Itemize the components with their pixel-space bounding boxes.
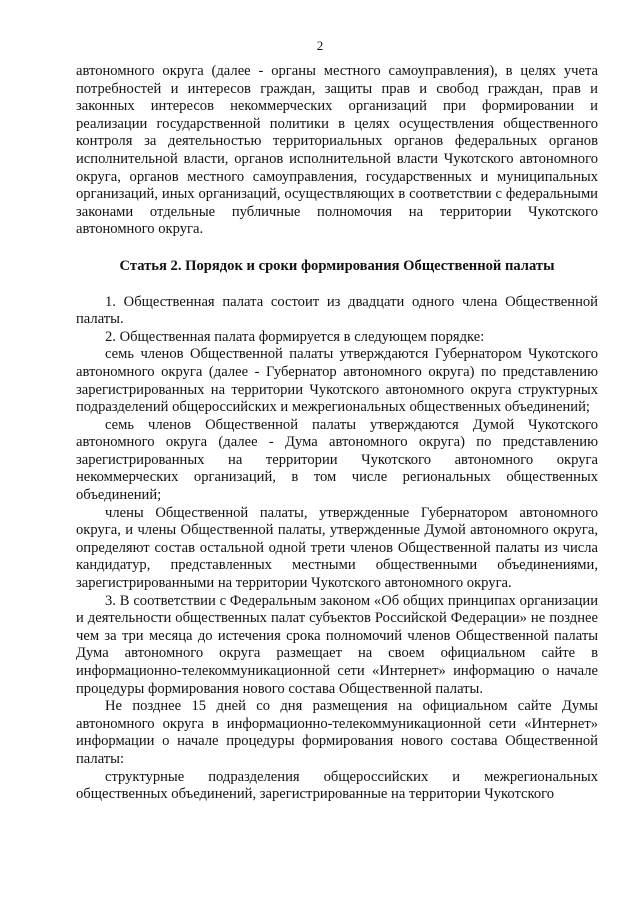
intro-paragraph: автономного округа (далее - органы местного самоуправления), в целях учета потребностей и интересов граждан, защиты прав и свобод граждан, прав и законных интересов некоммерческих организаций при формировании и реализации государственной политики в целях осуществления общественного контроля за деятельностью территориальных органов федеральных органов исполнительной власти, органов исполнительной власти Чукотского автономного округа, органов местного самоуправления, государственных и муниципальных организаций, иных организаций, осуществляющих в соответствии с федеральными законами отдельные публичные полномочия на территории Чукотского автономного округа.	[76, 63, 598, 238]
paragraph-3-item-1: структурные подразделения общероссийских и межрегиональных общественных объединений, зарегистрированные на территории Чукотского	[76, 768, 598, 803]
document-body	[76, 63, 598, 804]
paragraph-1: 1. Общественная палата состоит из двадцати одного члена Общественной палаты.	[76, 293, 598, 328]
paragraph-2-item-3: члены Общественной палаты, утвержденные Губернатором автономного округа, и члены Общественной палаты, утвержденные Думой автономного округа, определяют состав остальной одной трети членов Общественной палаты из числа кандидатур, представленных местными общественными объединениями, зарегистрированными на территории Чукотского автономного округа.	[76, 504, 598, 592]
paragraph-3-deadline: Не позднее 15 дней со дня размещения на официальном сайте Думы автономного округа в информационно-телекоммуникационной сети «Интернет» информации о начале процедуры формирования нового состава Общественной палаты:	[76, 698, 598, 767]
page-number: 2	[316, 38, 324, 53]
paragraph-2-item-2: семь членов Общественной палаты утверждаются Думой Чукотского автономного округа (далее - Дума автономного округа) по представлению зарегистрированных на территории Чукотского автономного округа некоммерческих организаций, в том числе региональных общественных объединений;	[76, 416, 598, 504]
paragraph-2: 2. Общественная палата формируется в следующем порядке:	[105, 328, 485, 345]
paragraph-2-item-1: семь членов Общественной палаты утверждаются Губернатором Чукотского автономного округа (далее - Губернатор автономного округа) по представлению зарегистрированных на территории Чукотского автономного округа структурных подразделений общероссийских и межрегиональных общественных объединений;	[76, 346, 598, 416]
article-heading: Статья 2. Порядок и сроки формирования Общественной палаты	[119, 257, 555, 274]
paragraph-3: 3. В соответствии с Федеральным законом «Об общих принципах организации и деятельности общественных палат субъектов Российской Федерации» не позднее чем за три месяца до истечения срока полномочий членов Общественной палаты Дума автономного округа размещает на своем официальном сайте в информационно-телекоммуникационной сети «Интернет» информацию о начале процедуры формирования нового состава Общественной палаты.	[76, 592, 598, 697]
